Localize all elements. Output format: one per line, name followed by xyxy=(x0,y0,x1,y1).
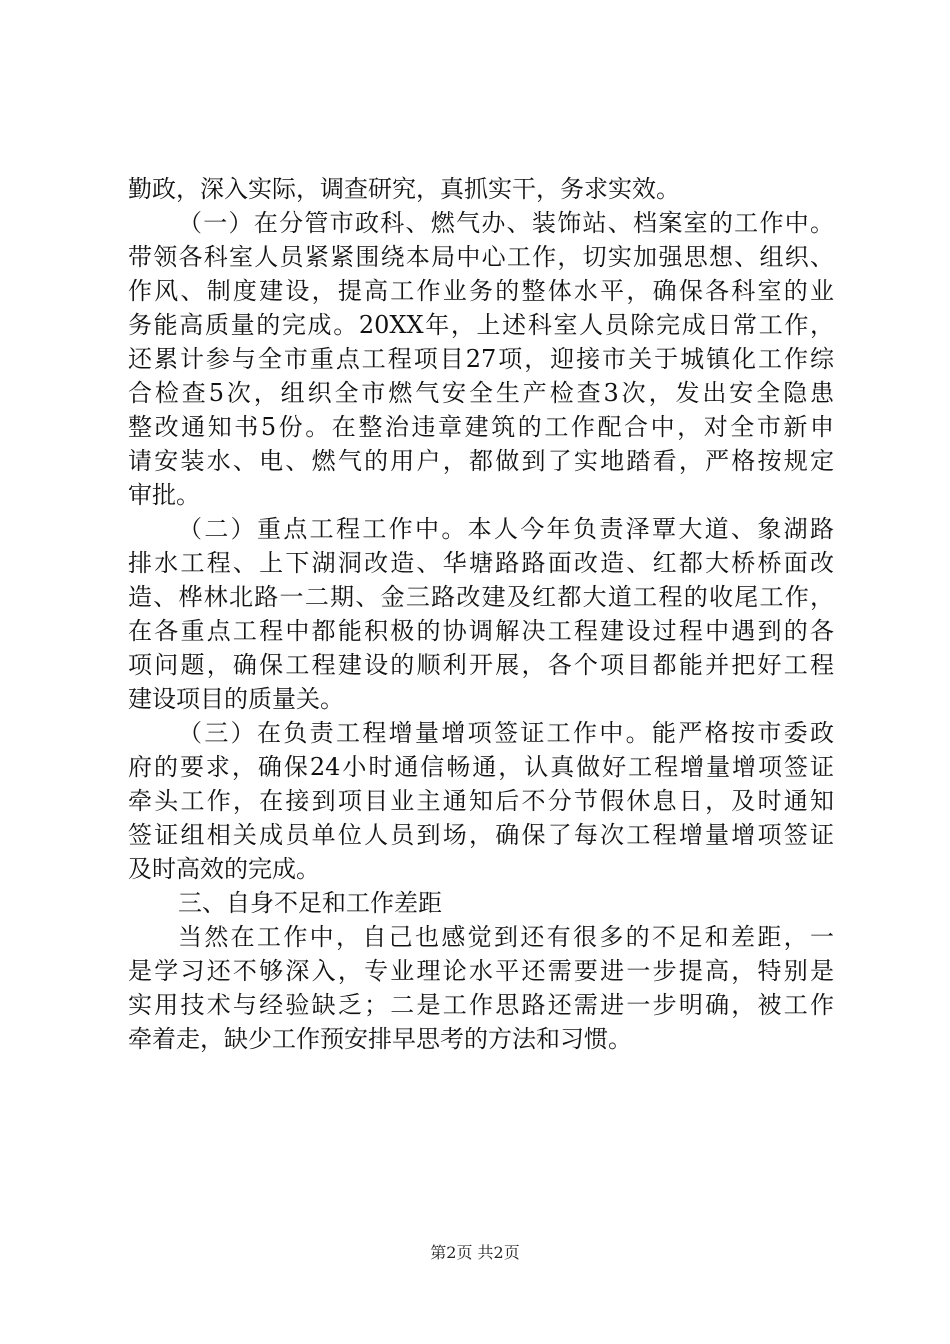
text-line: 排水工程、上下湖洞改造、华塘路路面改造、红都大桥桥面改 xyxy=(128,549,834,577)
paragraph-section-two xyxy=(128,512,834,716)
paragraph-shortcomings xyxy=(128,920,834,1056)
text-line: 还累计参与全市重点工程项目27项，迎接市关于城镇化工作综 xyxy=(128,345,834,373)
text-line: 建设项目的质量关。 xyxy=(128,685,344,713)
text-line: 是学习还不够深入，专业理论水平还需要进一步提高，特别是 xyxy=(128,957,834,985)
text-line: 签证组相关成员单位人员到场，确保了每次工程增量增项签证 xyxy=(128,821,834,849)
paragraph-continuation xyxy=(128,172,834,206)
paragraph-section-three xyxy=(128,716,834,886)
text-line: 牵着走，缺少工作预安排早思考的方法和习惯。 xyxy=(128,1025,632,1053)
text-line: （三）在负责工程增量增项签证工作中。能严格按市委政 xyxy=(178,719,834,747)
paragraph-section-one xyxy=(128,206,834,512)
page-footer xyxy=(0,1242,950,1264)
text-line: （一）在分管市政科、燃气办、装饰站、档案室的工作中。 xyxy=(178,209,834,237)
text-line: 带领各科室人员紧紧围绕本局中心工作，切实加强思想、组织、 xyxy=(128,243,834,271)
text-line: 审批。 xyxy=(128,481,200,509)
text-line: 及时高效的完成。 xyxy=(128,855,320,883)
text-line: 当然在工作中，自己也感觉到还有很多的不足和差距，一 xyxy=(178,923,834,951)
text-line: 务能高质量的完成。20XX年，上述科室人员除完成日常工作， xyxy=(128,311,834,339)
text-line: 作风、制度建设，提高工作业务的整体水平，确保各科室的业 xyxy=(128,277,834,305)
document-body xyxy=(128,172,834,1056)
heading-text: 三、自身不足和工作差距 xyxy=(178,889,442,917)
text-line: 造、桦林北路一二期、金三路改建及红都大道工程的收尾工作， xyxy=(128,583,834,611)
text-line: 牵头工作，在接到项目业主通知后不分节假休息日，及时通知 xyxy=(128,787,834,815)
text-line: 勤政，深入实际，调查研究，真抓实干，务求实效。 xyxy=(128,175,680,203)
section-heading xyxy=(128,886,834,920)
text-line: 府的要求，确保24小时通信畅通，认真做好工程增量增项签证 xyxy=(128,753,834,781)
text-line: 合检查5次，组织全市燃气安全生产检查3次，发出安全隐患 xyxy=(128,379,834,407)
text-line: 项问题，确保工程建设的顺利开展，各个项目都能并把好工程 xyxy=(128,651,834,679)
page-number: 第2页 共2页 xyxy=(430,1243,520,1262)
text-line: 请安装水、电、燃气的用户，都做到了实地踏看，严格按规定 xyxy=(128,447,834,475)
text-line: 整改通知书5份。在整治违章建筑的工作配合中，对全市新申 xyxy=(128,413,834,441)
text-line: 在各重点工程中都能积极的协调解决工程建设过程中遇到的各 xyxy=(128,617,834,645)
text-line: （二）重点工程工作中。本人今年负责泽覃大道、象湖路 xyxy=(178,515,834,543)
text-line: 实用技术与经验缺乏；二是工作思路还需进一步明确，被工作 xyxy=(128,991,834,1019)
